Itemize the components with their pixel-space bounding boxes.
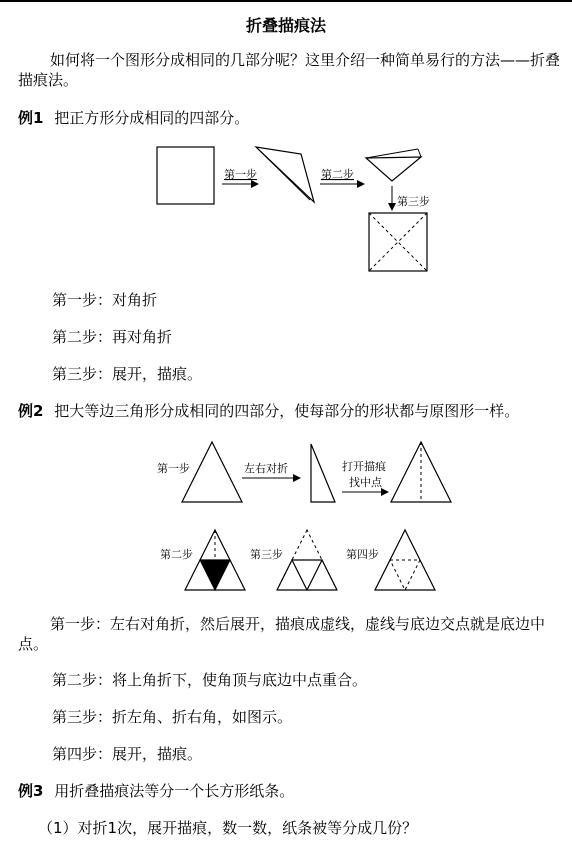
example-2-step-1: 第一步：左右对角折，然后展开，描痕成虚线，虚线与底边交点就是底边中点。 [18, 615, 546, 653]
example-1-text: 把正方形分成相同的四部分。 [54, 109, 250, 127]
step4-creases [390, 560, 420, 590]
fig2-fold-label: 左右对折 [244, 462, 288, 475]
fig2-open-label-1: 打开描痕 [342, 460, 386, 473]
fig2-open-label-2: 找中点 [349, 476, 382, 489]
example-2-step-3: 第三步：折左角、折右角，如图示。 [52, 708, 293, 726]
example-1-step-1: 第一步：对角折 [52, 291, 158, 309]
fig2-step1-label: 第一步 [157, 462, 190, 475]
example-2-step-4: 第四步：展开，描痕。 [52, 745, 203, 763]
triangle-original [182, 442, 242, 502]
example-2-text: 把大等边三角形分成相同的四部分，使每部分的形状都与原图形一样。 [54, 402, 520, 420]
example-3-question-1: （1）对折1次，展开描痕，数一数，纸条被等分成几份？ [38, 819, 418, 837]
step3-right [322, 560, 337, 590]
example-3-heading [18, 781, 294, 801]
intro-paragraph: 如何将一个图形分成相同的几部分呢？这里介绍一种简单易行的方法——折叠描痕法。 [18, 51, 561, 89]
example-1-label: 例1 [18, 109, 44, 127]
fig2-step4-label: 第四步 [346, 548, 379, 561]
example-1-step-2: 第二步：再对角折 [52, 328, 173, 346]
example-3-label: 例3 [18, 782, 44, 800]
fig1-step1-label: 第一步 [224, 168, 257, 181]
fig2-step2-label: 第二步 [160, 548, 193, 561]
example-1-step-3: 第三步：展开，描痕。 [52, 365, 203, 383]
fig2-step3-label: 第三步 [250, 548, 283, 561]
fig1-step2-label: 第二步 [321, 168, 354, 181]
example-2-step-2: 第二步：将上角折下，使角顶与底边中点重合。 [52, 671, 368, 689]
example-2-label: 例2 [18, 402, 44, 420]
step3-inner [292, 560, 322, 590]
step2-folded-tip [200, 560, 230, 590]
fig1-step3-label: 第三步 [397, 195, 430, 208]
example-3-text: 用折叠描痕法等分一个长方形纸条。 [54, 782, 295, 800]
page-title: 折叠描痕法 [245, 16, 326, 35]
triangle-half [311, 444, 335, 502]
step3-left [277, 560, 292, 590]
